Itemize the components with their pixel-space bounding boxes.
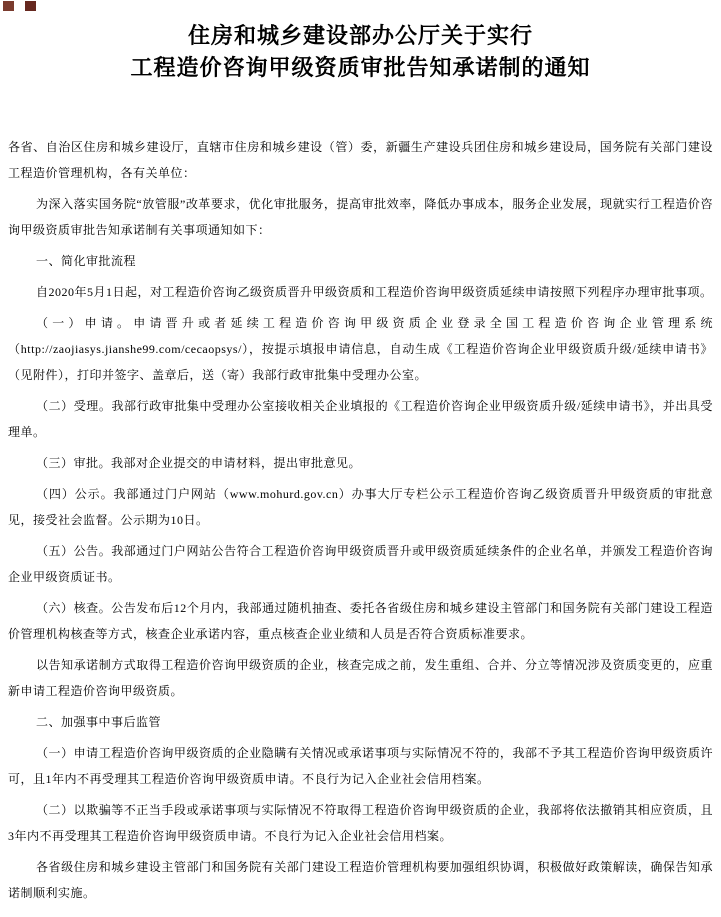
para-salutation: 各省、自治区住房和城乡建设厅，直辖市住房和城乡建设（管）委，新疆生产建设兵团住房和城乡建设局，国务院有关部门建设工程造价管理机构，各有关单位： [8, 140, 713, 180]
corner-artifact-mark-2 [25, 1, 36, 11]
para-effective-date: 自2020年5月1日起，对工程造价咨询乙级资质晋升甲级资质和工程造价咨询甲级资质延续申请按照下列程序办理审批事项。 [36, 285, 713, 299]
corner-artifact-mark-1 [3, 1, 14, 11]
document-title-line1: 住房和城乡建设部办公厅关于实行 [187, 23, 533, 48]
para-step-application: （一）申请。申请晋升或者延续工程造价咨询甲级资质企业登录全国工程造价咨询企业管理系统（http://zaojiasys.jianshe99.com/cecaopsys/），按提示填报申请信息，自动生成《工程造价咨询企业甲级资质升级/延续申请书》（见附件），打印并签字、盖章后，送（寄）我部行政审批集中受理办公室。 [8, 316, 713, 382]
para-penalty-reject: （一）申请工程造价咨询甲级资质的企业隐瞒有关情况或承诺事项与实际情况不符的，我部不予其工程造价咨询甲级资质许可，且1年内不再受理其工程造价咨询甲级资质申请。不良行为记入企业社会信用档案。 [8, 746, 713, 786]
para-closing: 各省级住房和城乡建设主管部门和国务院有关部门建设工程造价管理机构要加强组织协调，积极做好政策解读，确保告知承诺制顺利实施。 [8, 860, 713, 900]
para-step-announcement: （五）公告。我部通过门户网站公告符合工程造价咨询甲级资质晋升或甲级资质延续条件的企业名单，并颁发工程造价咨询企业甲级资质证书。 [8, 544, 713, 584]
para-step-acceptance: （二）受理。我部行政审批集中受理办公室接收相关企业填报的《工程造价咨询企业甲级资质升级/延续申请书》，并出具受理单。 [8, 399, 713, 439]
page-corner-artifacts [3, 1, 36, 11]
document-title [8, 20, 713, 84]
para-step-verification: （六）核查。公告发布后12个月内，我部通过随机抽查、委托各省级住房和城乡建设主管部门和国务院有关部门建设工程造价管理机构核查等方式，核查企业承诺内容，重点核查企业业绩和人员是否符合资质标准要求。 [8, 601, 713, 641]
para-penalty-revoke: （二）以欺骗等不正当手段或承诺事项与实际情况不符取得工程造价咨询甲级资质的企业，我部将依法撤销其相应资质，且3年内不再受理其工程造价咨询甲级资质申请。不良行为记入企业社会信用档案。 [8, 803, 713, 843]
document-body [8, 134, 713, 906]
document-title-line2: 工程造价咨询甲级资质审批告知承诺制的通知 [130, 55, 591, 80]
para-intro: 为深入落实国务院“放管服”改革要求，优化审批服务，提高审批效率，降低办事成本，服务企业发展，现就实行工程造价咨询甲级资质审批告知承诺制有关事项通知如下： [8, 197, 713, 237]
heading-section-1: 一、简化审批流程 [36, 254, 137, 268]
para-requalification-rule: 以告知承诺制方式取得工程造价咨询甲级资质的企业，核查完成之前，发生重组、合并、分立等情况涉及资质变更的，应重新申请工程造价咨询甲级资质。 [8, 658, 713, 698]
heading-section-2: 二、加强事中事后监管 [36, 715, 162, 729]
para-step-approval: （三）审批。我部对企业提交的申请材料，提出审批意见。 [36, 456, 362, 470]
para-step-publicity: （四）公示。我部通过门户网站（www.mohurd.gov.cn）办事大厅专栏公示工程造价咨询乙级资质晋升甲级资质的审批意见，接受社会监督。公示期为10日。 [8, 487, 713, 527]
